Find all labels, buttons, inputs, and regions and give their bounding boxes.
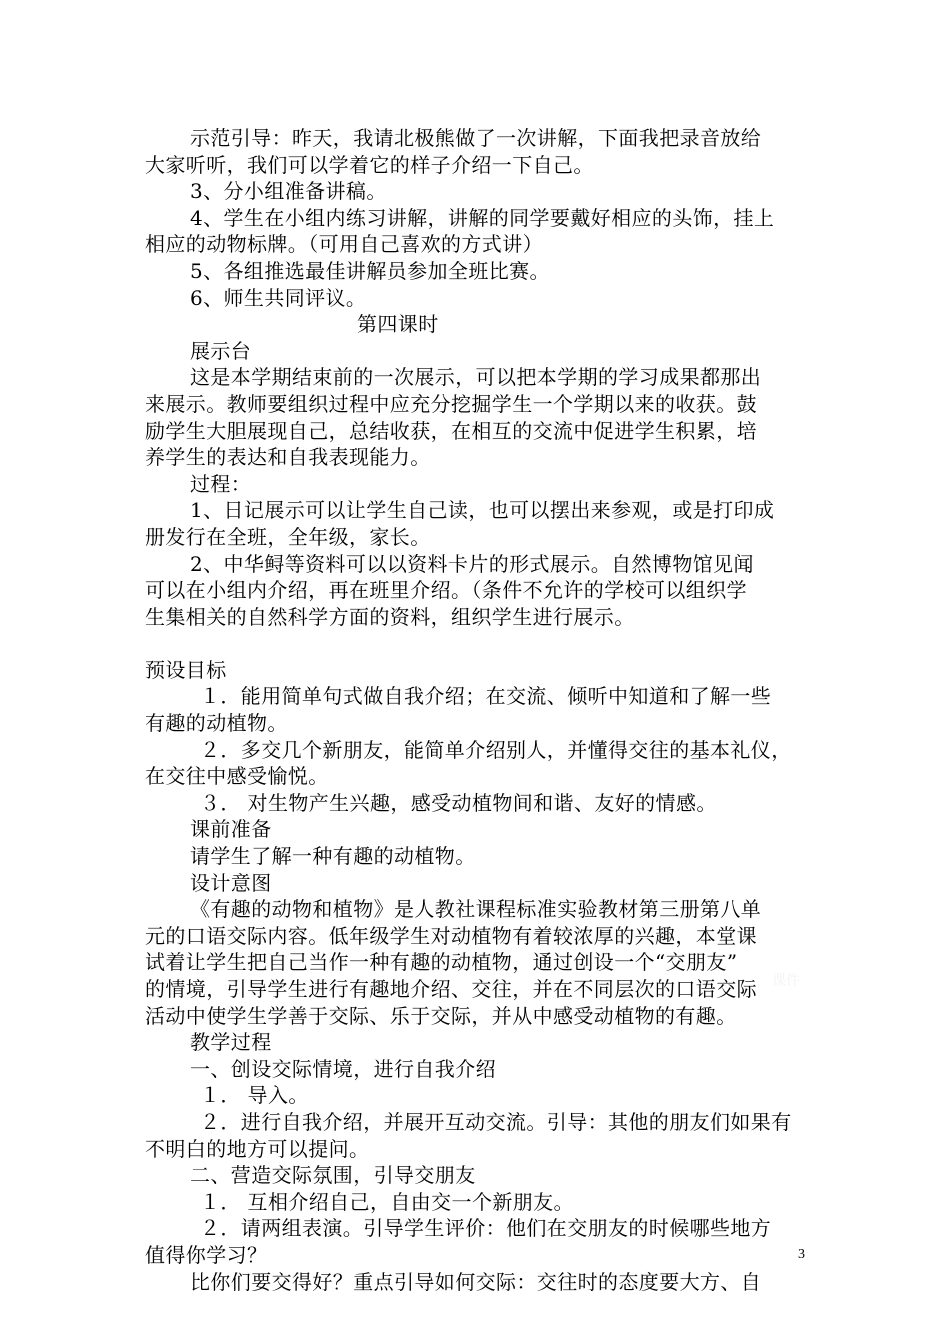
text-line: 有趣的动植物。 <box>145 711 288 736</box>
text-line: 4、学生在小组内练习讲解，讲解的同学要戴好相应的头饰，挂上 <box>190 205 775 230</box>
text-line: 6、师生共同评议。 <box>190 285 367 310</box>
text-line: ２．进行自我介绍，并展开互动交流。引导：其他的朋友们如果有 <box>200 1109 792 1134</box>
text-line: 值得你学习？ <box>145 1242 268 1267</box>
text-line: 这是本学期结束前的一次展示，可以把本学期的学习成果都那出 <box>190 365 762 390</box>
text-line: 示范引导：昨天，我请北极熊做了一次讲解，下面我把录音放给 <box>190 126 762 150</box>
text-line: 教学过程 <box>190 1030 272 1055</box>
text-line: 可以在小组内介绍，再在班里介绍。（条件不允许的学校可以组织学 <box>145 578 747 603</box>
watermark: 课件 <box>772 973 800 989</box>
text-line: 相应的动物标牌。（可用自己喜欢的方式讲） <box>145 232 543 257</box>
text-line: 展示台 <box>190 338 252 363</box>
text-line: 预设目标 <box>145 657 227 682</box>
text-line: 的情境，引导学生进行有趣地介绍、交往，并在不同层次的口语交际 <box>145 977 757 1001</box>
blank-line <box>145 630 809 657</box>
text-line: 养学生的表达和自我表现能力。 <box>145 445 431 470</box>
section-heading: 第四课时 <box>357 312 439 337</box>
text-line: １． 导入。 <box>200 1083 309 1108</box>
text-line: 课前准备 <box>190 817 272 842</box>
text-line: ３． 对生物产生兴趣，感受动植物间和谐、友好的情感。 <box>200 790 717 815</box>
text-line: 2、中华鲟等资料可以以资料卡片的形式展示。自然博物馆见闻 <box>190 551 754 576</box>
text-line: 生集相关的自然科学方面的资料，组织学生进行展示。 <box>145 604 635 629</box>
text-line: 大家听听，我们可以学着它的样子介绍一下自己。 <box>145 152 594 177</box>
text-line: 《有趣的动物和植物》是人教社课程标准实验教材第三册第八单 <box>190 897 762 922</box>
text-line: 二、营造交际氛围，引导交朋友 <box>190 1163 476 1188</box>
text-line: 请学生了解一种有趣的动植物。 <box>190 844 476 869</box>
text-line: 册发行在全班，全年级，家长。 <box>145 524 431 549</box>
text-line: 元的口语交际内容。低年级学生对动植物有着较浓厚的兴趣，本堂课 <box>145 923 757 948</box>
text-line: 比你们要交得好？重点引导如何交际：交往时的态度要大方、自 <box>190 1269 762 1294</box>
text-line: １．能用简单句式做自我介绍；在交流、倾听中知道和了解一些 <box>200 684 772 709</box>
page-number: 3 <box>798 1247 805 1262</box>
text-line: 试着让学生把自己当作一种有趣的动植物，通过创设一个“交朋友” <box>145 950 738 975</box>
page-body <box>145 125 809 1295</box>
text-line: １． 互相介绍自己，自由交一个新朋友。 <box>200 1189 574 1214</box>
text-line: ２．请两组表演。引导学生评价：他们在交朋友的时候哪些地方 <box>200 1216 772 1241</box>
text-line: 活动中使学生学善于交际、乐于交际，并从中感受动植物的有趣。 <box>145 1003 737 1028</box>
text-line: 来展示。教师要组织过程中应充分挖掘学生一个学期以来的收获。鼓 <box>145 391 757 416</box>
text-line: 在交往中感受愉悦。 <box>145 764 329 789</box>
text-line: 1、日记展示可以让学生自己读，也可以摆出来参观，或是打印成 <box>190 498 775 523</box>
text-line: ２．多交几个新朋友，能简单介绍别人，并懂得交往的基本礼仪， <box>200 737 792 762</box>
text-line: 一、创设交际情境，进行自我介绍 <box>190 1056 496 1081</box>
text-line: 不明白的地方可以提问。 <box>145 1136 370 1161</box>
text-line: 3、分小组准备讲稿。 <box>190 179 387 204</box>
text-line: 5、各组推选最佳讲解员参加全班比赛。 <box>190 258 550 283</box>
text-line: 过程： <box>190 471 252 496</box>
text-line: 励学生大胆展现自己，总结收获，在相互的交流中促进学生积累，培 <box>145 418 757 443</box>
text-line: 设计意图 <box>190 870 272 895</box>
